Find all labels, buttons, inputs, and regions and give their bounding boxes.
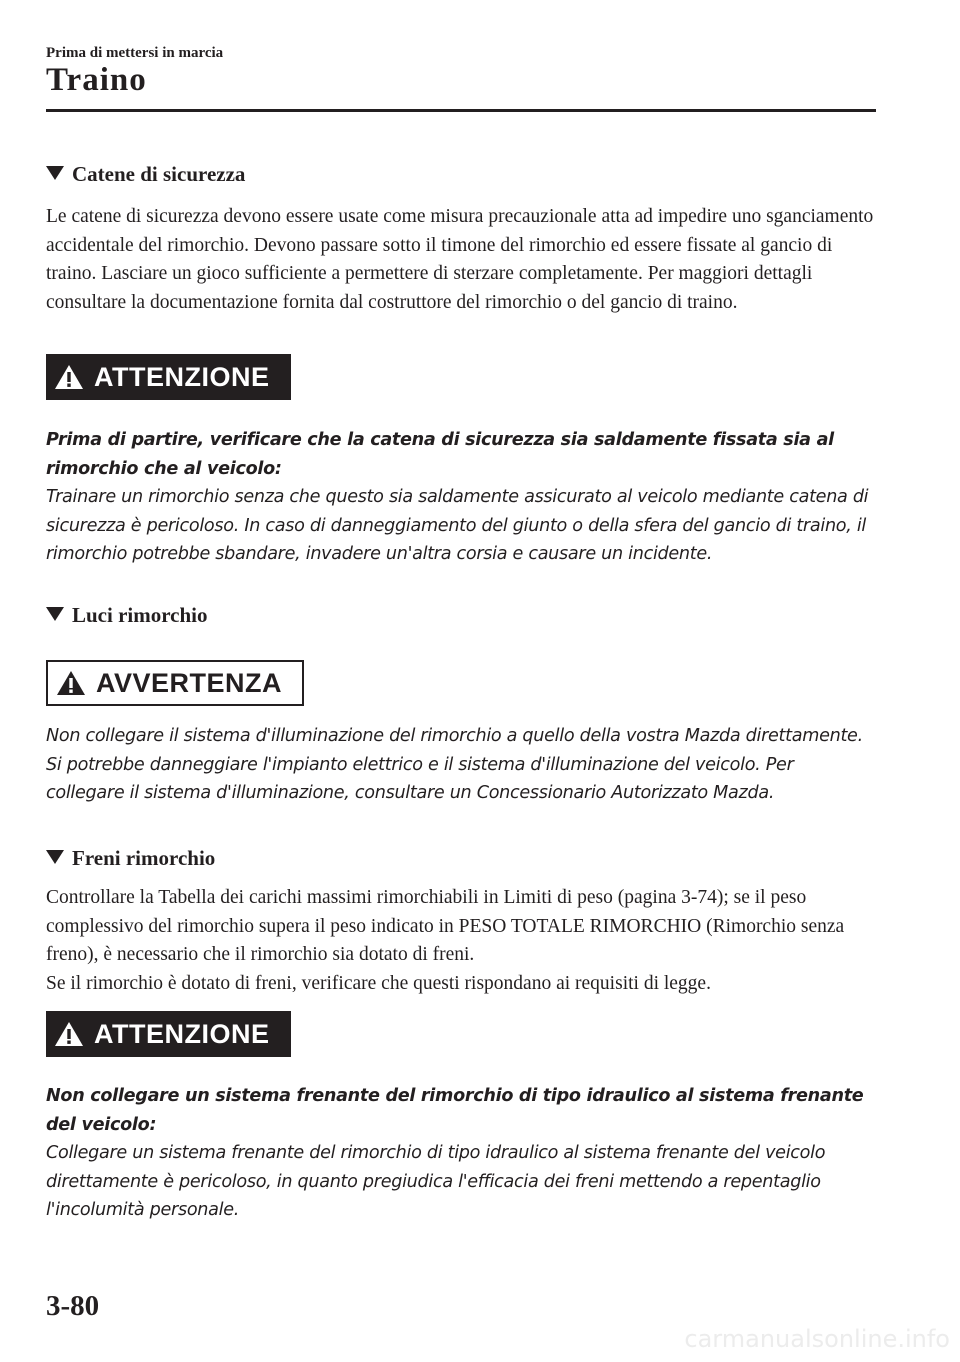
page-title: Traino: [46, 62, 147, 98]
notice-text-freni: [46, 1082, 876, 1225]
notice-body: Non collegare il sistema d'illuminazione del rimorchio a quello della vostra Mazda direttamente. Si potrebbe danneggiare l'impianto elettrico e il sistema d'illuminazione del veicolo. Per collegare il sistema d'illuminazione, consultare un Concessionario Autorizzato Mazda.: [46, 726, 863, 803]
section-body-freni: [46, 884, 876, 998]
notice-body: Trainare un rimorchio senza che questo sia saldamente assicurato al veicolo mediante catena di sicurezza è pericoloso. In caso di danneggiamento del giunto o della sfera del gancio di traino, il rimorchio potrebbe sbandare, invadere un'altra corsia e causare un incidente.: [46, 487, 869, 564]
breadcrumb: Prima di mettersi in marcia: [46, 45, 224, 61]
notice-lead: Prima di partire, verificare che la catena di sicurezza sia saldamente fissata sia al rimorchio che al veicolo:: [46, 430, 834, 479]
attenzione-badge: [46, 1011, 291, 1057]
page-number: 3-80: [46, 1290, 100, 1322]
triangle-bullet-icon: [46, 166, 64, 180]
avvertenza-badge: [46, 660, 304, 706]
notice-lead: Non collegare un sistema frenante del rimorchio di tipo idraulico al sistema frenante del veicolo:: [46, 1086, 864, 1135]
section-body-catene: [46, 203, 876, 317]
notice-text-catene: [46, 426, 876, 569]
watermark: carmanualsonline.info: [684, 1325, 950, 1353]
triangle-bullet-icon: [46, 850, 64, 864]
section-heading-label: Freni rimorchio: [72, 846, 216, 870]
warning-triangle-icon: [54, 1021, 84, 1047]
body-paragraph: Se il rimorchio è dotato di freni, verificare che questi rispondano ai requisiti di legge.: [46, 972, 711, 994]
notice-label: ATTENZIONE: [94, 361, 270, 392]
section-heading-label: Catene di sicurezza: [72, 162, 246, 186]
notice-label: AVVERTENZA: [96, 667, 283, 698]
body-paragraph: Controllare la Tabella dei carichi massimi rimorchiabili in Limiti di peso (pagina 3-74); se il peso complessivo del rimorchio supera il peso indicato in PESO TOTALE RIMORCHIO (Rimorchio senza freno), è necessario che il rimorchio sia dotato di freni.: [46, 887, 845, 965]
notice-label: ATTENZIONE: [94, 1018, 270, 1049]
section-heading-luci: [46, 603, 208, 628]
section-heading-freni: [46, 846, 215, 871]
warning-triangle-icon: [54, 364, 84, 390]
section-heading-catene: [46, 162, 245, 187]
body-paragraph: Le catene di sicurezza devono essere usate come misura precauzionale atta ad impedire uno sganciamento accidentale del rimorchio. Devono passare sotto il timone del rimorchio ed essere fissate al gancio di traino. Lasciare un gioco sufficiente a permettere di sterzare completamente. Per maggiori dettagli consultare la documentazione fornita dal costruttore del rimorchio o del gancio di traino.: [46, 206, 874, 313]
section-heading-label: Luci rimorchio: [72, 603, 208, 627]
notice-body: Collegare un sistema frenante del rimorchio di tipo idraulico al sistema frenante del veicolo direttamente è pericoloso, in quanto pregiudica l'efficacia dei freni mettendo a repentaglio l'incolumità personale.: [46, 1143, 826, 1220]
notice-text-luci: [46, 722, 876, 808]
attenzione-badge: [46, 354, 291, 400]
triangle-bullet-icon: [46, 607, 64, 621]
title-divider: [46, 109, 876, 112]
warning-triangle-icon: [56, 670, 86, 696]
